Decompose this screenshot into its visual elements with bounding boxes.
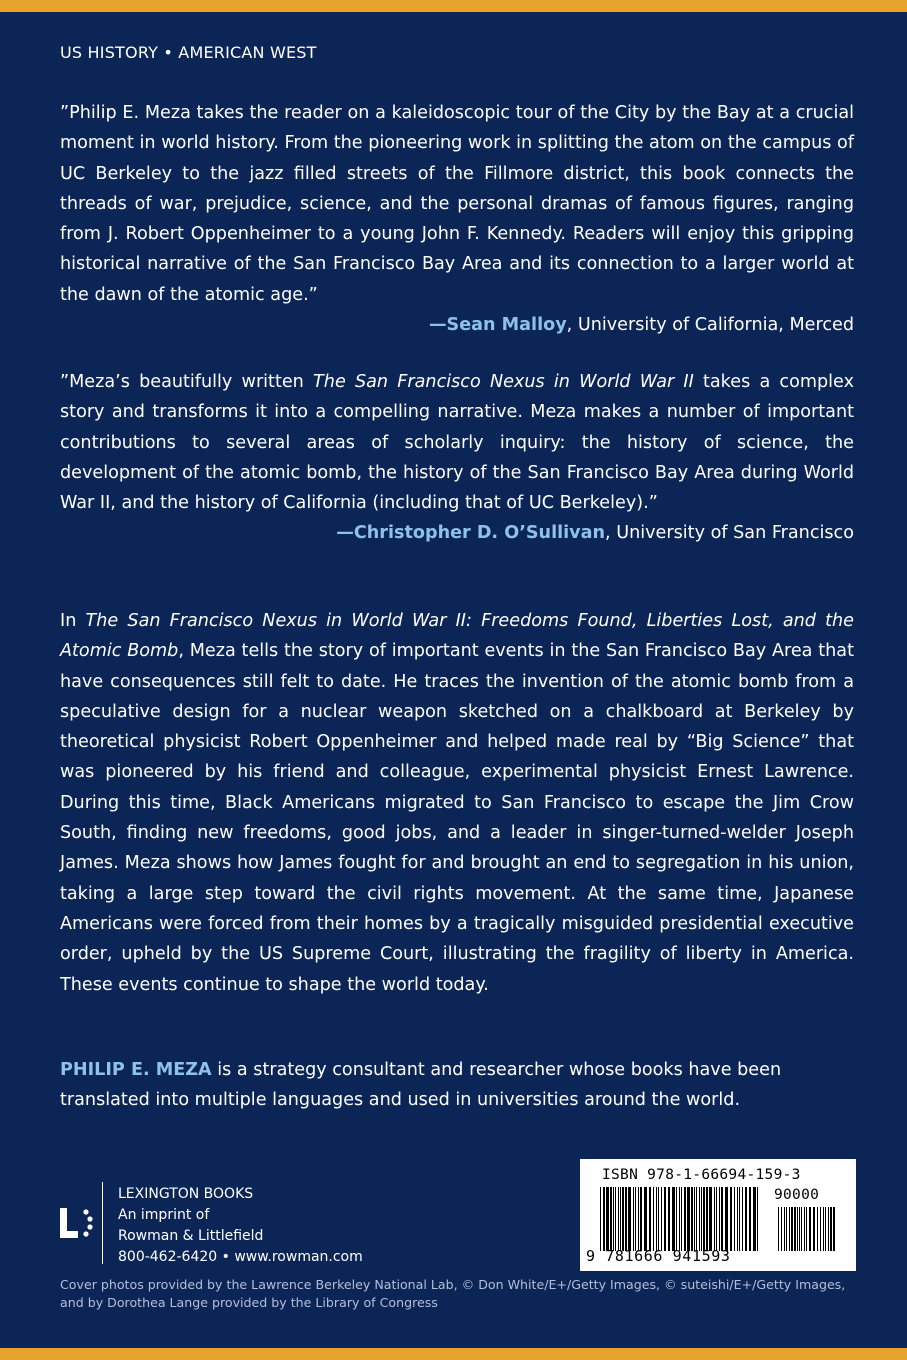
barcode-bar: [806, 1207, 807, 1251]
barcode-bar: [699, 1187, 700, 1251]
barcode-bar: [684, 1187, 686, 1251]
barcode-bar: [801, 1207, 802, 1251]
endorsement-quote-2: [60, 367, 854, 549]
barcode-bar: [794, 1207, 796, 1251]
barcode-bar: [622, 1187, 624, 1251]
quote-text-start: ”Meza’s beautifully written: [60, 372, 314, 392]
barcode-bar: [658, 1187, 659, 1251]
barcode-bar: [730, 1187, 732, 1251]
barcode-bar: [781, 1207, 782, 1251]
barcode-bar: [719, 1187, 720, 1251]
barcode-bar: [791, 1207, 793, 1251]
attribution-dash: —: [336, 523, 354, 544]
barcode-bar: [757, 1187, 758, 1251]
description-text: [60, 606, 854, 1000]
barcode-bar: [635, 1187, 636, 1251]
barcode-bar: [828, 1207, 829, 1251]
barcode-bar: [656, 1187, 657, 1251]
quote-book-title: The San Francisco Nexus in World War II: [313, 372, 694, 392]
barcode-bar: [820, 1207, 821, 1251]
endorser-name: Christopher D. O’Sullivan: [353, 523, 606, 544]
barcode-bar: [742, 1187, 743, 1251]
publisher-parent: Rowman & Littlefield: [118, 1228, 264, 1244]
author-bio: [60, 1055, 854, 1116]
book-description: [60, 606, 854, 1000]
barcode-bar: [694, 1187, 695, 1251]
publisher-logo-icon: [60, 1206, 94, 1240]
endorser-affiliation: , University of San Francisco: [605, 523, 854, 544]
barcode-bar: [830, 1207, 832, 1251]
barcode-bar: [625, 1187, 627, 1251]
barcode-bar: [703, 1187, 705, 1251]
barcode-bar: [633, 1187, 634, 1251]
top-accent-stripe: [0, 0, 907, 12]
barcode-bar: [668, 1187, 670, 1251]
addon-bars: [778, 1207, 836, 1251]
category-label: US HISTORY • AMERICAN WEST: [60, 43, 317, 62]
barcode-bar: [778, 1207, 779, 1251]
barcode-bar: [725, 1187, 728, 1251]
quote-text-end: takes a complex story and transforms it into a compelling narrative. Meza makes a number of important contributions to several areas of scholarly inquiry: the history of science, the development of the atomic bomb, the history of the San Francisco Bay Area during World War II, and the history of California (including that of UC Berkeley).”: [60, 372, 854, 514]
barcode-bar: [638, 1187, 639, 1251]
endorser-name: Sean Malloy: [446, 315, 567, 336]
barcode-bar: [664, 1187, 666, 1251]
barcode-bar: [653, 1187, 654, 1251]
publisher-imprint-line: An imprint of: [118, 1207, 210, 1223]
publisher-contact: 800-462-6420 • www.rowman.com: [118, 1249, 363, 1265]
barcode-bar: [701, 1187, 702, 1251]
ean-digits: 9 781666 941593: [586, 1247, 731, 1265]
barcode-bar: [606, 1187, 609, 1251]
barcode-bar: [789, 1207, 790, 1251]
barcode-bar: [817, 1207, 818, 1251]
barcode-bar: [640, 1187, 642, 1251]
barcode-bar: [687, 1187, 690, 1251]
barcode-bar: [799, 1207, 800, 1251]
barcode-bar: [749, 1187, 751, 1251]
barcode-bar: [610, 1187, 612, 1251]
description-lead: In: [60, 611, 86, 631]
isbn-barcode: [580, 1159, 856, 1271]
barcode-bar: [721, 1187, 723, 1251]
author-name: PHILIP E. MEZA: [60, 1060, 212, 1080]
barcode-bar: [753, 1187, 756, 1251]
barcode-bar: [672, 1187, 675, 1251]
barcode-bar: [603, 1187, 605, 1251]
barcode-bar: [709, 1187, 712, 1251]
barcode-bar: [745, 1187, 747, 1251]
price-code: 90000: [774, 1187, 820, 1203]
barcode-bar: [618, 1187, 619, 1251]
barcode-bar: [823, 1207, 824, 1251]
barcode-bar: [716, 1187, 717, 1251]
barcode-bar: [734, 1187, 735, 1251]
bio-body: is a strategy consultant and researcher whose books have been translated into multiple languages and used in universities around the world.: [60, 1060, 782, 1111]
ean-bars: [600, 1187, 760, 1251]
barcode-bar: [628, 1187, 631, 1251]
description-body: , Meza tells the story of important events in the San Francisco Bay Area that have consequences still felt to date. He traces the invention of the atomic bomb from a speculative design for a nuclear weapon sketched on a chalkboard at Berkeley by theoretical physicist Robert Oppenheimer and helped made real by “Big Science” that was pioneered by his friend and colleague, experimental physicist Ernest Lawrence. During this time, Black Americans migrated to San Francisco to escape the Jim Crow South, finding new freedoms, good jobs, and a leader in singer-turned-welder Joseph James. Meza shows how James fought for and brought an end to segregation in his union, taking a large step toward the civil rights movement. At the same time, Japanese Americans were forced from their homes by a tragically misguided presidential executive order, upheld by the US Supreme Court, illustrating the fragility of liberty in America. These events continue to shape the world today.: [60, 641, 854, 995]
barcode-bar: [739, 1187, 740, 1251]
barcode-bar: [613, 1187, 614, 1251]
barcode-bar: [649, 1187, 651, 1251]
barcode-bar: [620, 1187, 621, 1251]
barcode-bar: [784, 1207, 785, 1251]
publisher-divider: [102, 1182, 103, 1264]
description-book-title: The San Francisco Nexus in World War II: Freedoms Found, Liberties Lost, and the Atomic Bomb: [60, 611, 854, 662]
barcode-bar: [833, 1207, 835, 1251]
barcode-bar: [737, 1187, 738, 1251]
barcode-bar: [804, 1207, 805, 1251]
attribution-dash: —: [428, 315, 447, 336]
publisher-text: [118, 1184, 363, 1268]
barcode-bar: [813, 1207, 815, 1251]
barcode-bar: [676, 1187, 677, 1251]
endorser-affiliation: , University of California, Merced: [566, 315, 854, 336]
barcode-bar: [797, 1207, 798, 1251]
barcode-bar: [644, 1187, 647, 1251]
bottom-accent-stripe: [0, 1348, 907, 1360]
bio-text: [60, 1055, 854, 1116]
barcode-bar: [691, 1187, 693, 1251]
quote-text: [60, 367, 854, 518]
publisher-imprint: [60, 1182, 420, 1265]
isbn-number: ISBN 978-1-66694-159-3: [602, 1167, 801, 1183]
publisher-name: LEXINGTON BOOKS: [118, 1186, 254, 1202]
barcode-bar: [600, 1187, 601, 1251]
quote-text: ”Philip E. Meza takes the reader on a kaleidoscopic tour of the City by the Bay at a crucial moment in world history. From the pioneering work in splitting the atom on the campus of UC Berkeley to the jazz filled streets of the Fillmore district, this book connects the threads of war, prejudice, science, and the personal dramas of famous figures, ranging from J. Robert Oppenheimer to a young John F. Kennedy. Readers will enjoy this gripping historical narrative of the San Francisco Bay Area and its connection to a larger world at the dawn of the atomic age.”: [60, 103, 854, 305]
barcode-bar: [714, 1187, 715, 1251]
barcode-bar: [696, 1187, 697, 1251]
barcode-bar: [706, 1187, 708, 1251]
barcode-bar: [825, 1207, 826, 1251]
quote-attribution: [60, 518, 854, 548]
quote-attribution: [60, 310, 854, 340]
barcode-bar: [786, 1207, 787, 1251]
barcode-bar: [681, 1187, 682, 1251]
endorsement-quote-1: [60, 98, 854, 340]
barcode-bar: [809, 1207, 811, 1251]
photo-credits: Cover photos provided by the Lawrence Berkeley National Lab, © Don White/E+/Getty Images, © suteishi/E+/Getty Images, and by Dorothea Lange provided by the Library of Congress: [60, 1277, 846, 1310]
barcode-bar: [661, 1187, 662, 1251]
barcode-bar: [615, 1187, 616, 1251]
barcode-bar: [679, 1187, 680, 1251]
